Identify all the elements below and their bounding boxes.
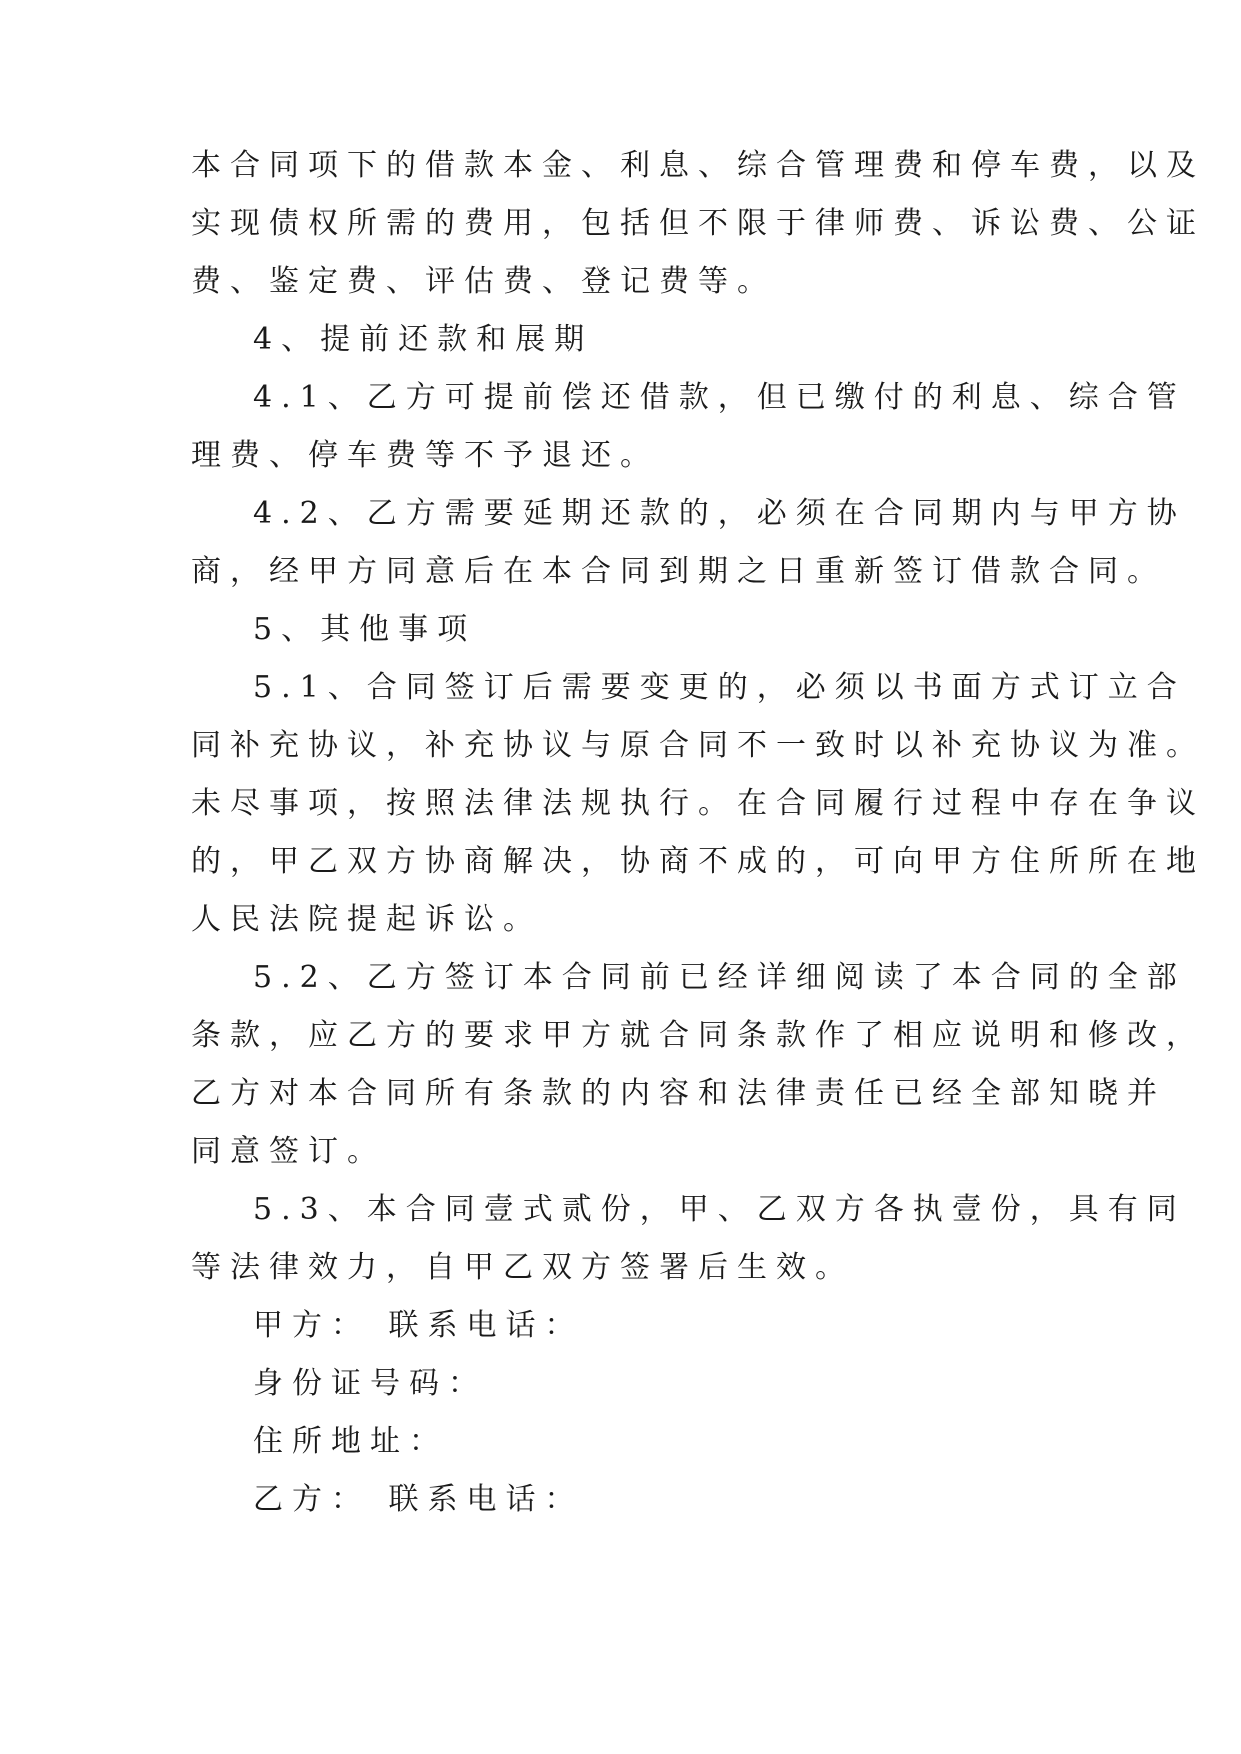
text-line: 未尽事项，按照法律法规执行。在合同履行过程中存在争议 [191,786,1205,821]
text-line: 4.1、乙方可提前偿还借款，但已缴付的利息、综合管 [253,380,1186,415]
text-line: 同补充协议，补充协议与原合同不一致时以补充协议为准。 [191,728,1205,763]
signature-id-number: 身份证号码： [253,1366,487,1401]
section-heading: 4、提前还款和展期 [253,322,594,357]
section-heading: 5、其他事项 [253,612,477,647]
text-line: 商，经甲方同意后在本合同到期之日重新签订借款合同。 [191,554,1166,589]
text-line: 的，甲乙双方协商解决，协商不成的，可向甲方住所所在地 [191,844,1205,879]
text-line: 5.2、乙方签订本合同前已经详细阅读了本合同的全部 [253,960,1186,995]
text-line: 人民法院提起诉讼。 [191,902,542,937]
text-line: 等法律效力，自甲乙双方签署后生效。 [191,1250,854,1285]
text-line: 5.3、本合同壹式贰份，甲、乙双方各执壹份，具有同 [253,1192,1186,1227]
text-line: 条款，应乙方的要求甲方就合同条款作了相应说明和修改， [191,1018,1205,1053]
text-line: 费、鉴定费、评估费、登记费等。 [191,264,776,299]
text-line: 理费、停车费等不予退还。 [191,438,659,473]
text-line: 5.1、合同签订后需要变更的，必须以书面方式订立合 [253,670,1186,705]
text-line: 本合同项下的借款本金、利息、综合管理费和停车费，以及 [191,148,1205,183]
text-line: 乙方对本合同所有条款的内容和法律责任已经全部知晓并 [191,1076,1166,1111]
signature-party-b: 乙方： 联系电话： [253,1482,584,1517]
signature-address: 住所地址： [253,1424,448,1459]
text-line: 同意签订。 [191,1134,386,1169]
text-line: 实现债权所需的费用，包括但不限于律师费、诉讼费、公证 [191,206,1205,241]
text-line: 4.2、乙方需要延期还款的，必须在合同期内与甲方协 [253,496,1186,531]
signature-party-a: 甲方： 联系电话： [253,1308,584,1343]
